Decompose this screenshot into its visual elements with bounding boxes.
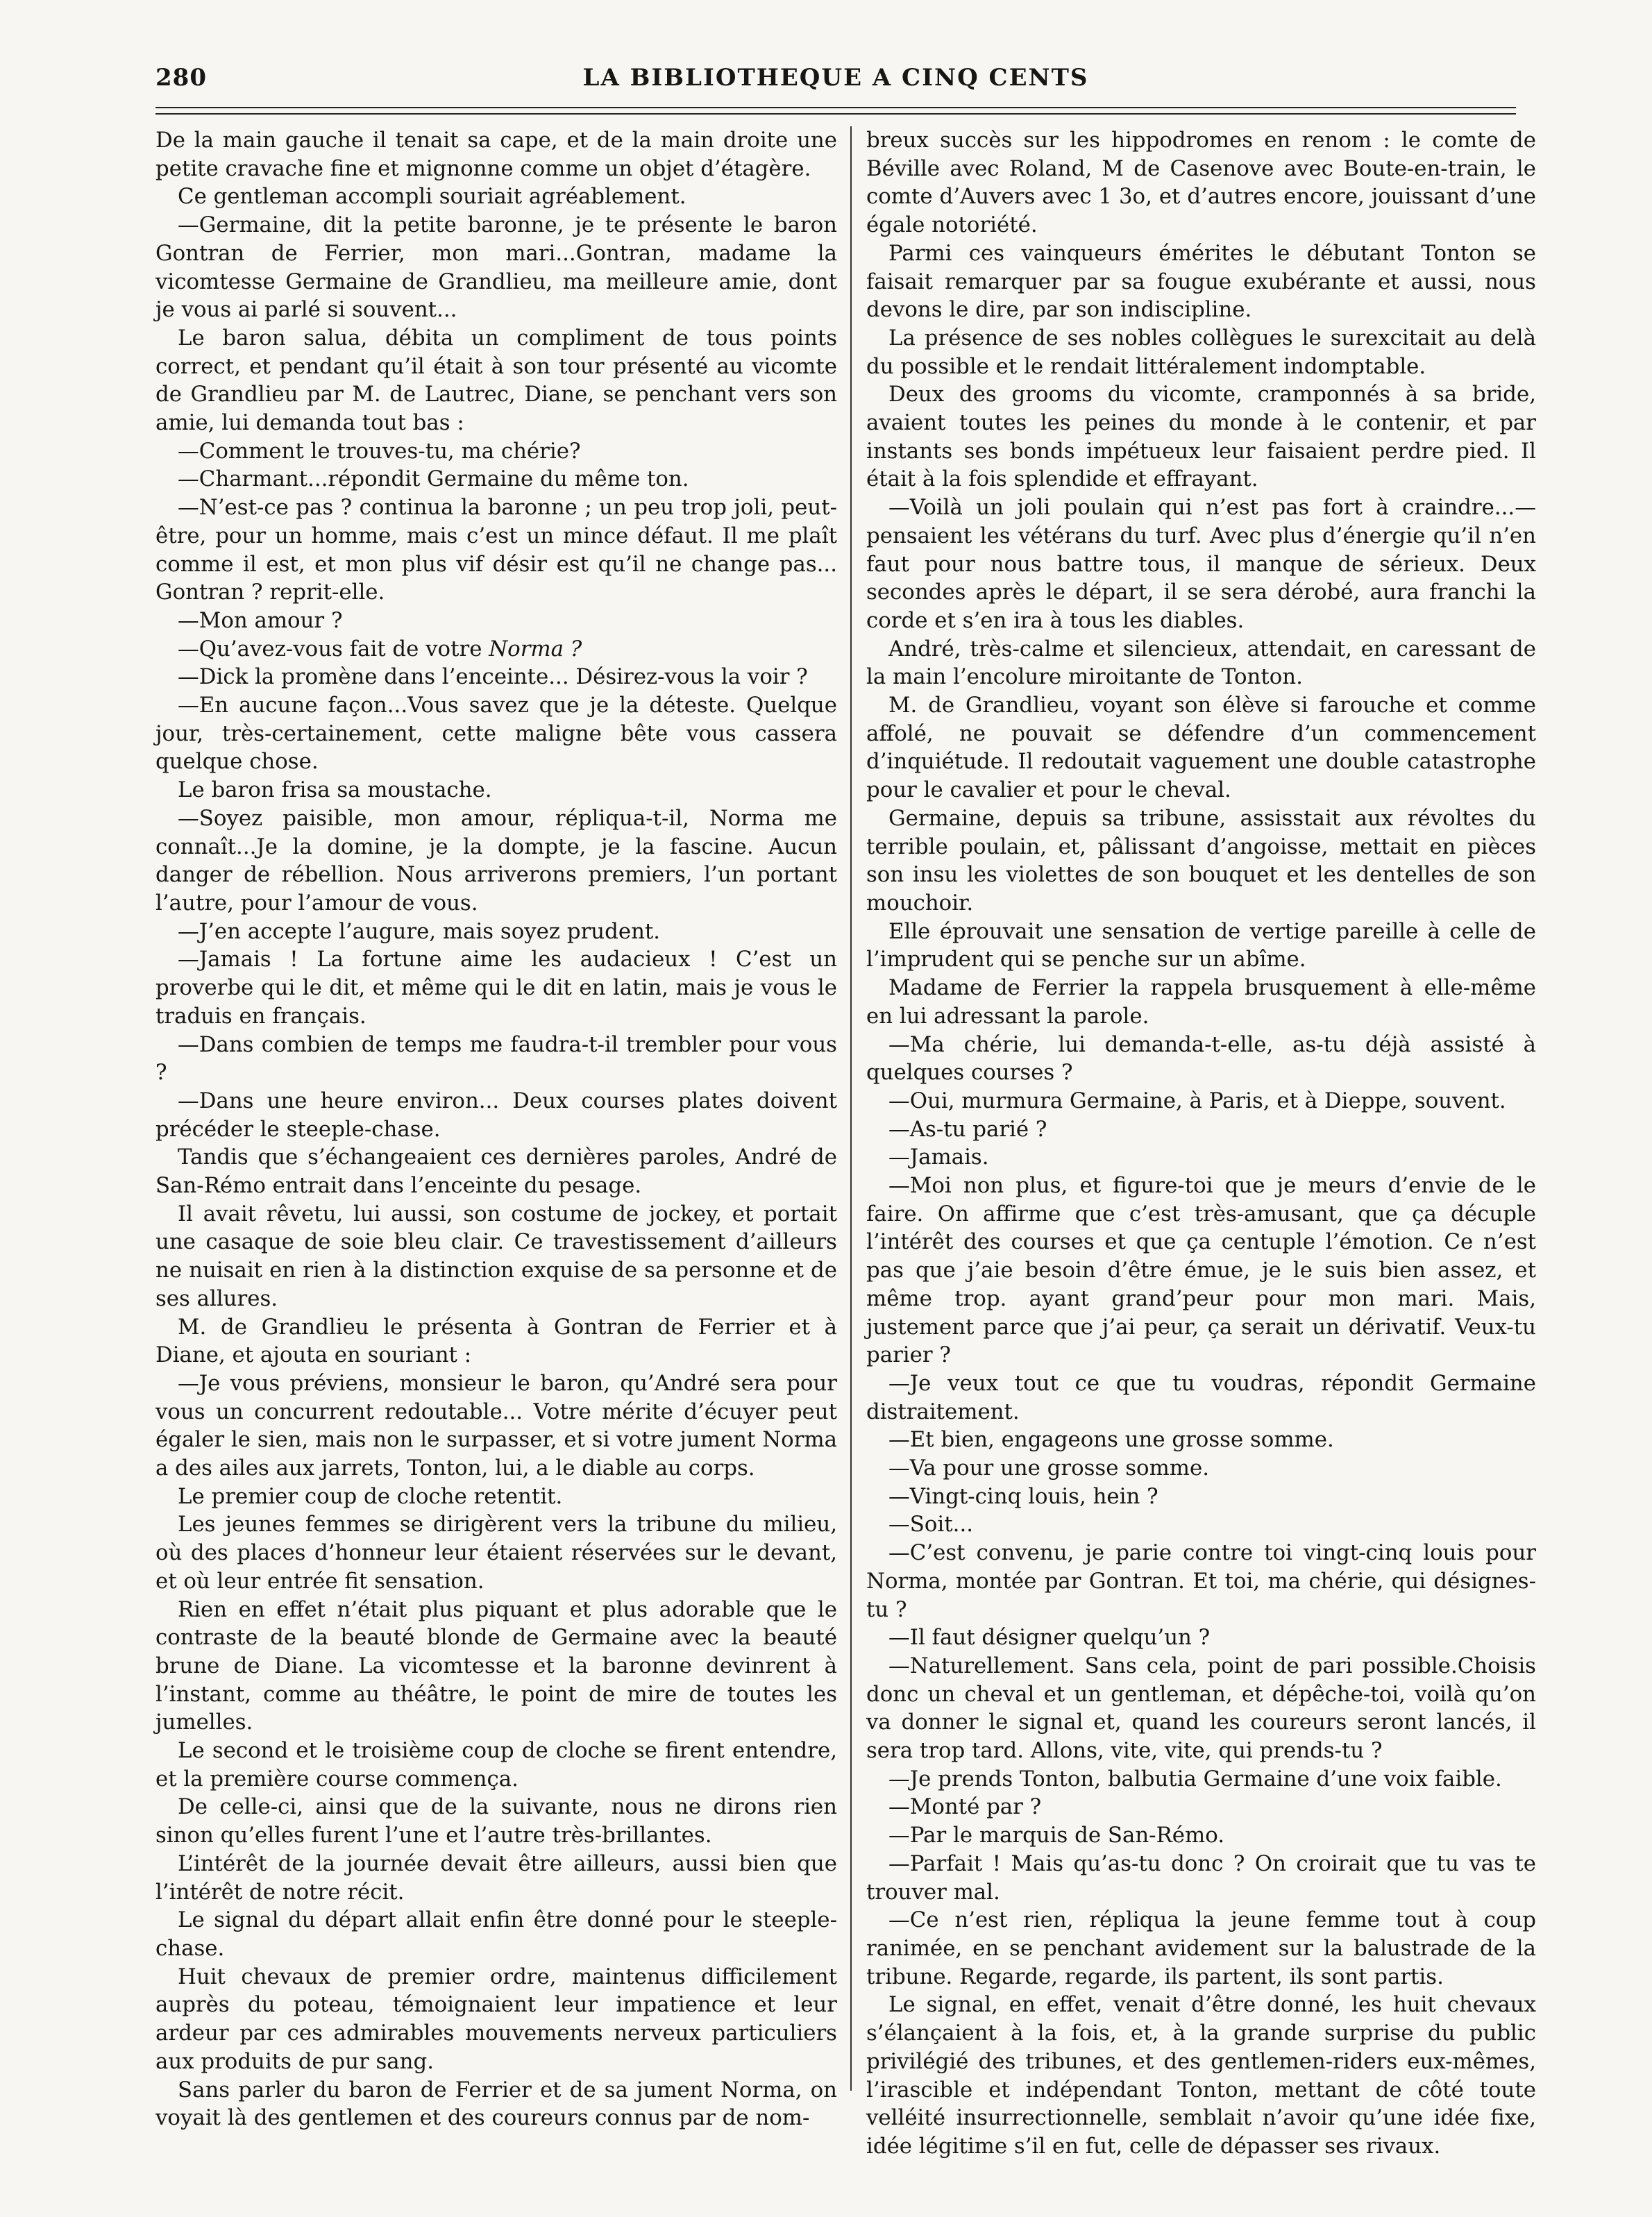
paragraph-text: De la main gauche il tenait sa cape, et de la main droite une petite cravache fine et mignonne comme un objet d’étagère.: [155, 128, 837, 181]
paragraph-text: Il avait rêvetu, lui aussi, son costume de jockey, et portait une casaque de soie bleu clair. Ce travestissement d’ailleurs ne nuisait en rien à la distinction exquise de sa personne et de ses allures.: [155, 1201, 837, 1311]
paragraph: [866, 1172, 1536, 1369]
paragraph-text: —Ce n’est rien, répliqua la jeune femme tout à coup ranimée, en se penchant avidement sur la balustrade de la tribune. Regarde, regarde, ils partent, ils sont partis.: [866, 1907, 1536, 1989]
paragraph: [155, 1483, 837, 1511]
paragraph-text: Le signal du départ allait enfin être donné pour le steeple-chase.: [155, 1907, 837, 1961]
paragraph: [866, 1850, 1536, 1906]
paragraph: [155, 945, 837, 1030]
paragraph: [866, 1652, 1536, 1765]
paragraph-text: —Qu’avez-vous fait de votre: [178, 636, 489, 661]
paragraph: [866, 1087, 1536, 1115]
paragraph: [866, 494, 1536, 635]
page-number: 280: [155, 64, 207, 92]
paragraph: [866, 1510, 1536, 1539]
paragraph-text: —Voilà un joli poulain qui n’est pas fort à craindre...— pensaient les vétérans du turf. Avec plus d’énergie qu’il n’en faut pour nous battre tous, il manque de sérieux. Deux secondes après le départ, il se sera dérobé, aura franchi la corde et s’en ira à tous les diables.: [866, 495, 1536, 633]
paragraph-text: —Je veux tout ce que tu voudras, répondit Germaine distraitement.: [866, 1370, 1536, 1424]
column-divider: [850, 126, 852, 2091]
paragraph-text: —Soyez paisible, mon amour, répliqua-t-il, Norma me connaît...Je la domine, je la dompte, je la fascine. Aucun danger de rébellion. Nous arriverons premiers, l’un portant l’autre, pour l’amour de vous.: [155, 805, 837, 916]
paragraph-text: Rien en effet n’était plus piquant et plus adorable que le contraste de la beauté blonde de Germaine avec la beauté brune de Diane. La vicomtesse et la baronne devinrent à l’instant, comme au théâtre, le point de mire de toutes les jumelles.: [155, 1596, 837, 1735]
paragraph: [155, 1200, 837, 1313]
paragraph-text: —Je prends Tonton, balbutia Germaine d’une voix faible.: [888, 1766, 1502, 1792]
paragraph: [155, 1793, 837, 1849]
paragraph: [155, 1143, 837, 1199]
paragraph: [866, 1539, 1536, 1624]
paragraph-text: Deux des grooms du vicomte, cramponnés à sa bride, avaient toutes les peines du monde à le contenir, et par instants ses bonds impétueux leur faisaient perdre pied. Il était à la fois splendide et effrayant.: [866, 382, 1536, 492]
paragraph-text: —Oui, murmura Germaine, à Paris, et à Dieppe, souvent.: [888, 1088, 1506, 1113]
paragraph-text: L’intérêt de la journée devait être ailleurs, aussi bien que l’intérêt de notre récit.: [155, 1851, 837, 1905]
paragraph-text: Madame de Ferrier la rappela brusquement à elle-même en lui adressant la parole.: [866, 975, 1536, 1029]
paragraph-text: Germaine, depuis sa tribune, assisstait aux révoltes du terrible poulain, et, pâlissant d’angoisse, mettait en pièces son insu les violettes de son bouquet et les dentelles de son mouchoir.: [866, 805, 1536, 916]
paragraph: [155, 918, 837, 946]
paragraph: [866, 380, 1536, 494]
paragraph-text: André, très-calme et silencieux, attendait, en caressant de la main l’encolure miroitante de Tonton.: [866, 636, 1536, 690]
paragraph: [866, 804, 1536, 918]
paragraph-text: Le baron salua, débita un compliment de tous points correct, et pendant qu’il était à son tour présenté au vicomte de Grandlieu par M. de Lautrec, Diane, se penchant vers son amie, lui demanda tout bas :: [155, 325, 837, 436]
paragraph: [155, 494, 837, 607]
paragraph-text: Les jeunes femmes se dirigèrent vers la tribune du milieu, où des places d’honneur leur étaient réservées sur le devant, et où leur entrée fit sensation.: [155, 1512, 837, 1594]
paragraph-text: breux succès sur les hippodromes en renom : le comte de Béville avec Roland, M de Casenove avec Boute-en-train, le comte d’Auvers avec 1 3o, et d’autres encore, jouissant d’une égale notoriété.: [866, 128, 1536, 238]
paragraph-text: —En aucune façon...Vous savez que je la déteste. Quelque jour, très-certainement, cette maligne bête vous cassera quelque chose.: [155, 693, 837, 775]
paragraph: [866, 1765, 1536, 1794]
paragraph: [866, 691, 1536, 804]
paragraph-text: —Il faut désigner quelqu’un ?: [888, 1625, 1211, 1651]
paragraph: [155, 1963, 837, 2076]
paragraph-text: M. de Grandlieu, voyant son élève si farouche et comme affolé, ne pouvait se défendre d’un commencement d’inquiétude. Il redoutait vaguement une double catastrophe pour le cavalier et pour le cheval.: [866, 693, 1536, 803]
paragraph: [155, 1737, 837, 1793]
paragraph-text: Huit chevaux de premier ordre, maintenus difficilement auprès du poteau, témoignaient leur impatience et leur ardeur par ces admirables mouvements nerveux particuliers aux produits de pur sang.: [155, 1964, 837, 2074]
paragraph: [155, 211, 837, 324]
paragraph: [866, 1624, 1536, 1652]
paragraph-text: Le second et le troisième coup de cloche se firent entendre, et la première course commença.: [155, 1738, 837, 1792]
paragraph: [866, 126, 1536, 239]
paragraph: [155, 126, 837, 183]
paragraph-text: —As-tu parié ?: [888, 1116, 1047, 1142]
page-header: [155, 64, 1516, 99]
paragraph: [155, 324, 837, 437]
paragraph: [155, 465, 837, 494]
paragraph: [155, 776, 837, 804]
paragraph-text: —Ma chérie, lui demanda-t-elle, as-tu déjà assisté à quelques courses ?: [866, 1031, 1536, 1086]
paragraph-text: —Monté par ?: [888, 1794, 1042, 1820]
paragraph-text: —Et bien, engageons une grosse somme.: [888, 1427, 1334, 1453]
paragraph: [155, 1031, 837, 1087]
paragraph-text: —J’en accepte l’augure, mais soyez prudent.: [178, 918, 661, 944]
paragraph-text: —Jamais.: [888, 1145, 989, 1170]
paragraph-text: Ce gentleman accompli souriait agréablement.: [178, 184, 686, 210]
paragraph-text: —Parfait ! Mais qu’as-tu donc ? On croirait que tu vas te trouver mal.: [866, 1851, 1536, 1905]
paragraph: [155, 804, 837, 918]
paragraph-text: —Soit...: [888, 1512, 974, 1537]
italic-text: Norma ?: [489, 636, 582, 661]
paragraph: [155, 691, 837, 776]
paragraph: [155, 2076, 837, 2132]
paragraph: [866, 324, 1536, 380]
paragraph: [866, 1483, 1536, 1511]
paragraph-text: M. de Grandlieu le présenta à Gontran de Ferrier et à Diane, et ajouta en souriant :: [155, 1314, 837, 1368]
paragraph-text: Elle éprouvait une sensation de vertige pareille à celle de l’imprudent qui se penche sur un abîme.: [866, 918, 1536, 972]
paragraph-text: Le signal, en effet, venait d’être donné, les huit chevaux s’élançaient à la fois, et, à la grande surprise du public privilégié des tribunes, et des gentlemen-riders eux-mêmes, l’irascible et indépendant Tonton, mettant de côté toute velléité insurrectionnelle, semblait n’avoir qu’une idée fixe, idée légitime s’il en fut, celle de dépasser ses rivaux.: [866, 1992, 1536, 2159]
paragraph: [866, 1031, 1536, 1087]
paragraph: [155, 663, 837, 691]
paragraph-text: —Charmant...répondit Germaine du même ton.: [178, 466, 689, 492]
paragraph: [866, 635, 1536, 691]
paragraph-text: —Comment le trouves-tu, ma chérie?: [178, 438, 581, 464]
paragraph-text: —Jamais ! La fortune aime les audacieux ! C’est un proverbe qui le dit, et même qui le dit en latin, mais je vous le traduis en français.: [155, 947, 837, 1029]
paragraph-text: Le premier coup de cloche retentit.: [178, 1483, 563, 1509]
running-title: LA BIBLIOTHEQUE A CINQ CENTS: [582, 64, 1089, 92]
paragraph: [866, 1143, 1536, 1172]
paragraph-text: Sans parler du baron de Ferrier et de sa jument Norma, on voyait là des gentlemen et des coureurs connus par de nom-: [155, 2077, 837, 2131]
paragraph: [866, 1115, 1536, 1144]
paragraph: [155, 1510, 837, 1595]
paragraph: [155, 1596, 837, 1737]
paragraph-text: —Je vous préviens, monsieur le baron, qu’André sera pour vous un concurrent redoutable... Votre mérite d’écuyer peut égaler le sien, mais non le surpasser, et si votre jument Norma a des ailes aux jarrets, Tonton, lui, a le diable au corps.: [155, 1370, 837, 1481]
paragraph: [866, 1821, 1536, 1850]
paragraph-text: Le baron frisa sa moustache.: [178, 777, 492, 803]
paragraph-text: —N’est-ce pas ? continua la baronne ; un peu trop joli, peut-être, pour un homme, mais c’est un mince défaut. Il me plaît comme il est, et mon plus vif désir est qu’il ne change pas... Gontran ? reprit-elle.: [155, 495, 837, 605]
paragraph: [866, 1906, 1536, 1991]
paragraph-text: —Dans combien de temps me faudra-t-il trembler pour vous ?: [155, 1031, 837, 1086]
left-column: [155, 126, 837, 2132]
paragraph: [155, 1087, 837, 1143]
paragraph: [866, 1793, 1536, 1821]
paragraph: [866, 1991, 1536, 2160]
paragraph-text: Parmi ces vainqueurs émérites le débutant Tonton se faisait remarquer par sa fougue exubérante et aussi, nous devons le dire, par son indiscipline.: [866, 240, 1536, 323]
right-column: [866, 126, 1536, 2161]
paragraph: [866, 918, 1536, 974]
paragraph: [155, 635, 837, 664]
paragraph: [155, 437, 837, 466]
paragraph-text: —Vingt-cinq louis, hein ?: [888, 1483, 1158, 1509]
paragraph: [866, 974, 1536, 1030]
paragraph: [155, 183, 837, 211]
paragraph: [155, 1906, 837, 1962]
paragraph-text: —Mon amour ?: [178, 607, 343, 633]
paragraph: [866, 1369, 1536, 1426]
paragraph: [866, 239, 1536, 324]
paragraph: [155, 1313, 837, 1369]
paragraph-text: —Naturellement. Sans cela, point de pari possible.Choisis donc un cheval et un gentleman, et dépêche-toi, voilà qu’on va donner le signal et, quand les coureurs seront lancés, il sera trop tard. Allons, vite, vite, qui prends-tu ?: [866, 1653, 1536, 1764]
paragraph-text: —Dans une heure environ... Deux courses plates doivent précéder le steeple-chase.: [155, 1088, 837, 1142]
paragraph-text: —Dick la promène dans l’enceinte... Désirez-vous la voir ?: [178, 664, 808, 690]
paragraph-text: De celle-ci, ainsi que de la suivante, nous ne dirons rien sinon qu’elles furent l’une et l’autre très-brillantes.: [155, 1794, 837, 1848]
paragraph-text: La présence de ses nobles collègues le surexcitait au delà du possible et le rendait littéralement indomptable.: [866, 325, 1536, 379]
paragraph-text: —Moi non plus, et figure-toi que je meurs d’envie de le faire. On affirme que c’est très-amusant, que ça décuple l’intérêt des courses et que ça centuple l’émotion. Ce n’est pas que j’aie besoin d’être émue, je le suis bien assez, et même trop. ayant grand’peur pour mon mari. Mais, justement parce que j’ai peur, ça serait un dérivatif. Veux-tu parier ?: [866, 1173, 1536, 1368]
paragraph: [155, 607, 837, 635]
paragraph-text: —C’est convenu, je parie contre toi vingt-cinq louis pour Norma, montée par Gontran. Et toi, ma chérie, qui désignes-tu ?: [866, 1540, 1536, 1622]
paragraph: [155, 1369, 837, 1483]
paragraph-text: —Germaine, dit la petite baronne, je te présente le baron Gontran de Ferrier, mon mari...Gontran, madame la vicomtesse Germaine de Grandlieu, ma meilleure amie, dont je vous ai parlé si souvent...: [155, 212, 837, 323]
header-rule: [155, 107, 1516, 115]
paragraph-text: Tandis que s’échangeaient ces dernières paroles, André de San-Rémo entrait dans l’enceinte du pesage.: [155, 1145, 837, 1199]
paragraph-text: —Par le marquis de San-Rémo.: [888, 1823, 1224, 1848]
paragraph: [155, 1850, 837, 1906]
paragraph-text: —Va pour une grosse somme.: [888, 1456, 1210, 1481]
paragraph: [866, 1426, 1536, 1454]
paragraph: [866, 1454, 1536, 1483]
